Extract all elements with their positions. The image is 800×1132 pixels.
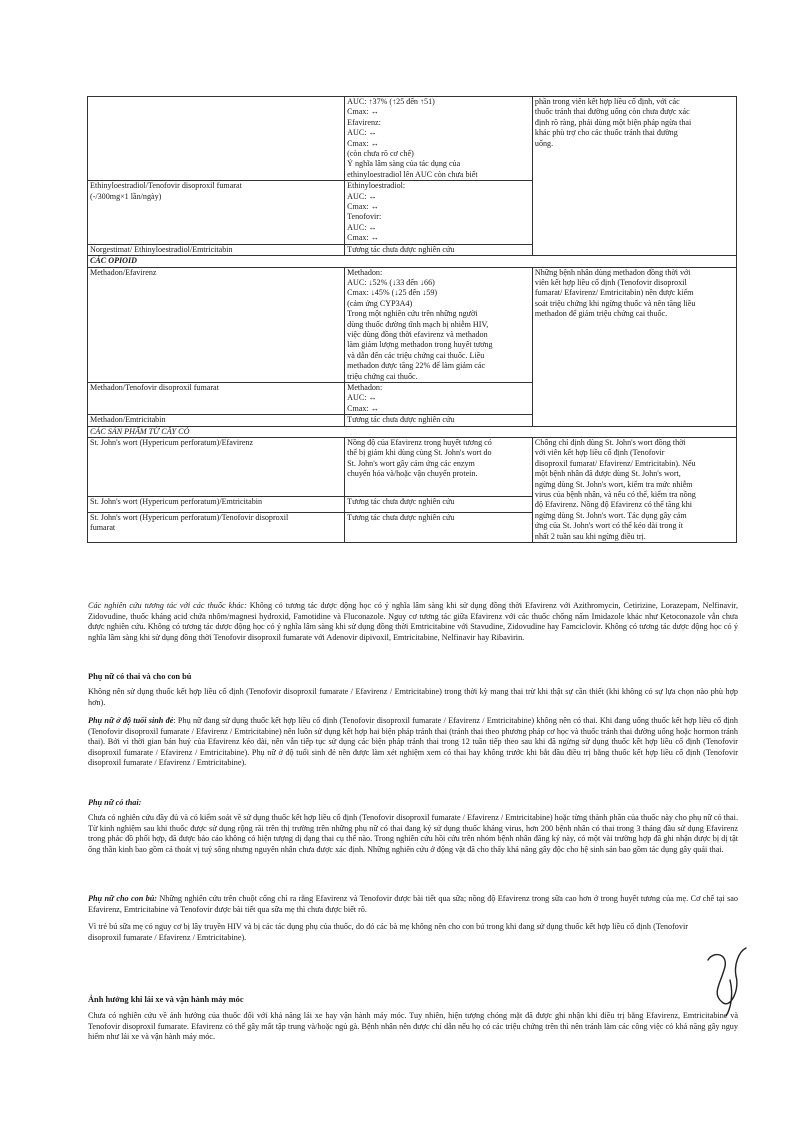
cell-line: soát triệu chứng khi ngừng thuốc và nên tăng liều — [534, 298, 696, 308]
cell-line: ứng của St. John's wort có thể kéo dài trong ít — [534, 521, 684, 531]
cell-line: Methadon: — [347, 382, 383, 392]
cell-line: Cmax: ↔ — [347, 233, 379, 243]
driving-text: Chưa có nghiên cứu về ảnh hưởng của thuốc đối với khả năng lái xe hay vận hành máy móc. Tuy nhiên, hiện tượng chóng mặt đã được ghi nhận khi điều trị bằng Efavirenz, Emtricitabine và Tenofovir disoproxil fumarate. Efavirenz có thể gây mất tập trung và/hoặc ngủ gà. Bệnh nhân nên được chỉ dẫn nếu họ có các triệu chứng trên thì nên tránh làm các công việc có khả năng gây nguy hiểm như lái xe và vận hành máy móc. — [88, 1011, 738, 1042]
cell-line: Cmax: ↓45% (↓25 đến ↓59) — [347, 288, 438, 298]
cell-line: St. John's wort gây cảm ứng các enzym — [347, 458, 475, 468]
cell-line: với viên kết hợp liều cố định (Tenofovir — [534, 448, 665, 458]
cell-line: Cmax: ↔ — [347, 202, 379, 212]
pregnant-women-text: Chưa có nghiên cứu đầy đủ và có kiểm soát về sử dụng thuốc kết hợp liều cố định (Tenofovir disoproxil fumarate / Efavirenz / Emtricitabine) hoặc từng thành phần của thuốc này cho phụ nữ có thai. Từ kinh nghiệm sau khi thuốc được sử dụng rộng rãi trên thị trường trên những phụ nữ có thai đang ký sử dụng thuốc kháng virus, hơn 200 bệnh nhân có thai trong 3 tháng đầu sử dụng Efavirenz trong phác đồ phối hợp, đã được báo cáo không có hiện tượng dị dạng thai cụ thể nào. Trong nghiên cứu hồi cứu trên nhóm bệnh nhân đăng ký này, có một vài trường hợp đã ghi nhận được bị dị tật ống thần kinh bao gồm cả thoát vị tuỷ sống nhưng nguyên nhân chưa được xác định. Những nghiên cứu ở động vật đã cho thấy khả năng gây độc cho hệ sinh sản bao gồm tác dụng gây quái thai. — [88, 813, 738, 854]
cell-line: làm giảm lượng methadon trong huyết tương — [347, 340, 493, 350]
section-title-opioid: CÁC OPIOID — [88, 256, 737, 267]
nursing-text: Những nghiên cứu trên chuột cống chỉ ra rằng Efavirenz và Tenofovir được bài tiết qua sữa; nồng độ Efavirenz trong sữa cao hơn ở trong huyết tương của mẹ. Cơ chế tại sao Efavirenz, Emtricitabine và Tenofovir được bài tiết qua sữa mẹ thì chưa được biết rõ. — [88, 894, 738, 914]
cell-line: độ Efavirenz. Nồng độ Efavirenz có thể tăng khi — [534, 500, 692, 510]
cell-line: định rõ ràng, phải dùng một biện pháp ngừa thai — [534, 117, 692, 127]
interaction-table — [87, 96, 737, 543]
table-cell: Tương tác chưa được nghiên cứu — [345, 415, 533, 426]
other-interactions-paragraph — [88, 601, 738, 643]
cell-line: uống. — [534, 138, 554, 148]
cell-line: Ethinyloestradiol: — [347, 181, 406, 191]
pregnancy-paragraph — [88, 687, 738, 708]
table-cell — [88, 97, 345, 181]
cell-line: fumarat — [90, 523, 116, 533]
cell-line: Những bệnh nhân dùng methadon đồng thời với — [534, 267, 691, 277]
section-title-herbal: CÁC SẢN PHẨM TỪ CÂY CỎ — [88, 426, 737, 437]
cell-line: AUC: ↔ — [347, 128, 377, 138]
cell-line: methadon để giảm triệu chứng cai thuốc. — [534, 309, 668, 319]
nursing-label: Phụ nữ cho con bú: — [88, 894, 158, 903]
section-heading-pregnancy: Phụ nữ có thai và cho con bú — [88, 672, 192, 681]
cell-line: một bệnh nhân đã được dùng St. John's wort, — [534, 469, 681, 479]
table-row — [88, 267, 737, 382]
cell-line: việc dùng đồng thời efavirenz và methadon — [347, 329, 488, 339]
cell-line: khác phù trợ cho các thuốc tránh thai đường — [534, 128, 678, 138]
other-interactions-text: Không có tương tác dược động học có ý nghĩa lâm sàng khi sử dụng đồng thời Efavirenz với Azithromycin, Cetirizine, Lorazepam, Nelfinavir, Zidovudine, thuốc kháng acid chứa nhôm/magnesi hydroxid, Famotidine và Fluconazole. Nguy cơ tương tác giữa Efavirenz với các thuốc chống nấm Imidazole khác như Ketoconazole vẫn chưa được nghiên cứu. Không có tương tác dược động học có ý nghĩa lâm sàng khi sử dụng đồng thời Emtricitabine với Stavudine, Zidovudine hay Famciclovir. Không có tương tác dược động học có ý nghĩa lâm sàng khi sử dụng đồng thời Tenofovir disoproxil fumarate với Adenovir dipivoxil, Emtricitabine, Nelfinavir hay Ribavirin. — [88, 601, 738, 642]
cell-line: Efavirenz: — [347, 117, 381, 127]
driving-paragraph — [88, 1011, 738, 1043]
cell-line: AUC: ↔ — [347, 393, 377, 403]
cell-line: methadon được tăng 22% để làm giảm các — [347, 361, 486, 371]
cell-line: viên kết hợp liều cố định (Tenofovir disoproxil — [534, 277, 687, 287]
cell-line: Cmax: ↔ — [347, 403, 379, 413]
childbearing-age-paragraph — [88, 716, 738, 769]
cell-line: AUC: ↑37% (↑25 đến ↑51) — [347, 97, 435, 106]
cell-line: (-/300mg×1 lần/ngày) — [90, 191, 162, 201]
signature-mark — [700, 940, 760, 1020]
table-cell — [532, 438, 736, 543]
cell-line: chuyển hóa và/hoặc vận chuyển protein. — [347, 469, 478, 479]
childbearing-age-text: : Phụ nữ đang sử dụng thuốc kết hợp liều cố định (Tenofovir disoproxil fumarate / Efavirenz / Emtricitabine) không nên có thai. Khi đang uống thuốc kết hợp liều cố định (Tenofovir disoproxil fumarate / Efavirenz / Emtricitabine) nên luôn sử dụng kết hợp hai biện pháp tránh thai (tránh thai theo phương pháp cơ học và thuốc tránh thai đường uống hoặc hormon tránh thai). Bởi vì thời gian bán huỷ của Efavirenz kéo dài, nên vẫn tiếp tục sử dụng các biện pháp tránh thai trong 12 tuần tiếp theo sau khi đã ngừng sử dụng thuốc kết hợp liều cố định (Tenofovir disoproxil fumarate / Efavirenz / Emtricitabine). Phụ nữ ở độ tuổi sinh đẻ nên được làm xét nghiệm xem có thai hay không trước khi bắt đầu điều trị bằng thuốc kết hợp liều cố định (Tenofovir disoproxil fumarate / Efavirenz / Emtricitabine). — [88, 716, 738, 768]
cell-line: và dẫn đến các triệu chứng cai thuốc. Liều — [347, 350, 485, 360]
cell-line: fumarat/ Efavirenz/ Emtricitabin) nên được kiểm — [534, 288, 694, 298]
cell-line: Trong một nghiên cứu trên những người — [347, 309, 478, 319]
cell-line: Chống chỉ định dùng St. John's wort đồng thời — [534, 438, 686, 447]
nursing-paragraph — [88, 894, 738, 915]
cell-line: St. John's wort (Hypericum perforatum)/Tenofovir disoproxil — [90, 512, 289, 522]
other-interactions-label: Các nghiên cứu tương tác với các thuốc khác: — [88, 601, 247, 610]
cell-line: AUC: ↔ — [347, 191, 377, 201]
table-cell: Tương tác chưa được nghiên cứu — [345, 497, 533, 513]
cell-line: Ý nghĩa lâm sàng của tác dụng của — [347, 159, 461, 169]
table-cell: Methadon/Tenofovir disoproxil fumarat — [88, 382, 345, 414]
table-cell: St. John's wort (Hypericum perforatum)/Efavirenz — [88, 438, 345, 497]
cell-line: Ethinyloestradiol/Tenofovir disoproxil fumarat — [90, 181, 242, 191]
cell-line: Cmax: ↔ — [347, 138, 379, 148]
cell-line: (cảm ứng CYP3A4) — [347, 298, 413, 308]
pregnancy-text: Không nên sử dụng thuốc kết hợp liều cố định (Tenofovir disoproxil fumarate / Efavirenz / Emtricitabine) trong thời kỳ mang thai trừ khi thật sự cần thiết (khi không có sự lựa chọn nào phù hợp hơn). — [88, 687, 738, 707]
cell-line: AUC: ↓52% (↓33 đến ↓66) — [347, 277, 435, 287]
hiv-text: Vì trẻ bú sữa mẹ có nguy cơ bị lây truyền HIV và bị các tác dụng phụ của thuốc, do đó các bà mẹ không nên cho con bú trong khi đang sử dụng thuốc kết hợp liều cố định (Tenofovir disoproxil fumarate / Efavirenz / Emtricitabine). — [88, 922, 688, 942]
cell-line: triệu chứng cai thuốc. — [347, 371, 418, 381]
pregnant-women-paragraph — [88, 813, 738, 855]
cell-line: virus của bệnh nhân, và nếu có thể, kiểm tra nồng — [534, 490, 696, 500]
cell-line: Nồng độ của Efavirenz trong huyết tương có — [347, 438, 492, 447]
cell-line: thể bị giảm khi dùng cùng St. John's wort do — [347, 448, 492, 458]
pregnant-women-heading: Phụ nữ có thai: — [88, 798, 142, 807]
cell-line: (còn chưa rõ cơ chế) — [347, 149, 414, 159]
childbearing-age-label: Phụ nữ ở độ tuổi sinh đẻ — [88, 716, 174, 725]
table-cell — [345, 438, 533, 497]
cell-line: ngừng dùng St. John's wort, kiểm tra mức nhiễm — [534, 479, 693, 489]
table-cell: Methadon/Emtricitabin — [88, 415, 345, 426]
table-cell: Tương tác chưa được nghiên cứu — [345, 512, 533, 542]
table-cell — [88, 181, 345, 244]
cell-line: Tenofovir: — [347, 212, 382, 222]
cell-line: thuốc tránh thai đường uống còn chưa được xác — [534, 107, 690, 117]
table-cell: Tương tác chưa được nghiên cứu — [345, 244, 533, 255]
table-cell — [345, 382, 533, 414]
table-cell: Norgestimat/ Ethinyloestradiol/Emtricitabin — [88, 244, 345, 255]
cell-line: nhất 2 tuần sau khi ngừng điều trị. — [534, 531, 646, 541]
cell-line: phần trong viên kết hợp liều cố định, với các — [534, 97, 680, 106]
table-cell — [345, 181, 533, 244]
section-row — [88, 256, 737, 267]
cell-line: disoproxil fumarat/ Efavirenz/ Emtricitabin). Nếu — [534, 458, 696, 468]
table-row — [88, 97, 737, 181]
cell-line: ethinyloestradiol lên AUC còn chưa biết — [347, 169, 478, 179]
table-cell — [532, 267, 736, 426]
table-cell: St. John's wort (Hypericum perforatum)/Emtricitabin — [88, 497, 345, 513]
table-cell — [345, 97, 533, 181]
table-cell — [532, 97, 736, 256]
cell-line: dùng thuốc đường tĩnh mạch bị nhiễm HIV, — [347, 319, 489, 329]
hiv-paragraph — [88, 922, 688, 943]
cell-line: Cmax: ↔ — [347, 107, 379, 117]
table-cell — [345, 267, 533, 382]
table-row — [88, 438, 737, 497]
table-cell — [88, 512, 345, 542]
cell-line: ngừng dùng St. John's wort. Tác dụng gây cảm — [534, 510, 687, 520]
table-cell: Methadon/Efavirenz — [88, 267, 345, 382]
section-row — [88, 426, 737, 437]
section-heading-driving: Ảnh hưởng khi lái xe và vận hành máy móc — [88, 995, 244, 1004]
cell-line: AUC: ↔ — [347, 222, 377, 232]
cell-line: Methadon: — [347, 267, 383, 277]
